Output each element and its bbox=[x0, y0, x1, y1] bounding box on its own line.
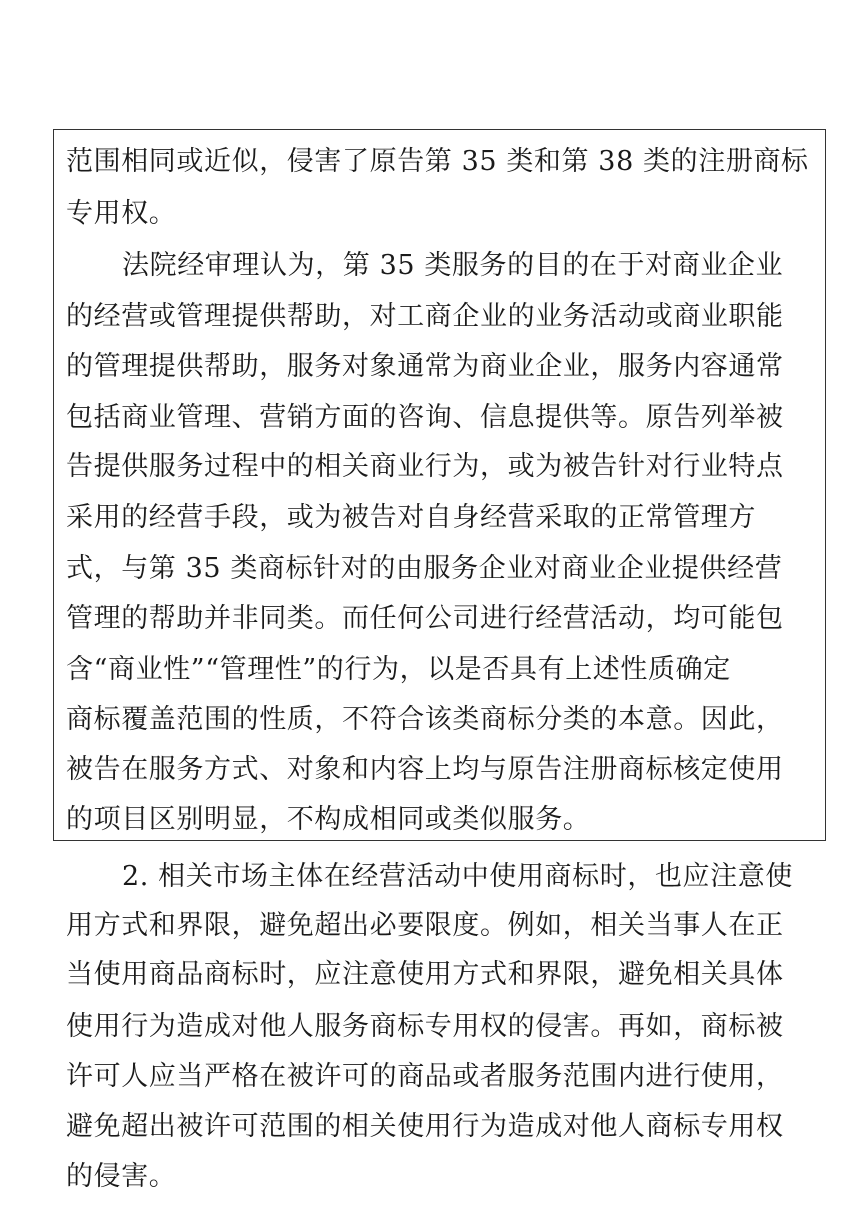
body-line: 用方式和界限，避免超出必要限度。例如，相关当事人在正 bbox=[66, 910, 784, 941]
body-line: 2. 相关市场主体在经营活动中使用商标时，也应注意使 bbox=[122, 861, 793, 892]
excerpt-line: 告提供服务过程中的相关商业行为，或为被告针对行业特点 bbox=[66, 451, 784, 482]
body-line: 当使用商品商标时，应注意使用方式和界限，避免相关具体 bbox=[66, 959, 784, 990]
excerpt-line: 商标覆盖范围的性质，不符合该类商标分类的本意。因此， bbox=[66, 704, 784, 735]
excerpt-line: 法院经审理认为，第 35 类服务的目的在于对商业企业 bbox=[122, 250, 784, 281]
excerpt-line: 管理的帮助并非同类。而任何公司进行经营活动，均可能包 bbox=[66, 603, 784, 634]
body-line: 的侵害。 bbox=[66, 1161, 177, 1192]
excerpt-line: 被告在服务方式、对象和内容上均与原告注册商标核定使用 bbox=[66, 754, 784, 785]
excerpt-line: 的管理提供帮助，服务对象通常为商业企业，服务内容通常 bbox=[66, 351, 784, 382]
excerpt-line: 的经营或管理提供帮助，对工商企业的业务活动或商业职能 bbox=[66, 301, 784, 332]
excerpt-line: 含“商业性”“管理性”的行为，以是否具有上述性质确定 bbox=[66, 654, 731, 685]
body-line: 许可人应当严格在被许可的商品或者服务范围内进行使用， bbox=[66, 1061, 784, 1092]
excerpt-line: 包括商业管理、营销方面的咨询、信息提供等。原告列举被 bbox=[66, 402, 784, 433]
body-line: 使用行为造成对他人服务商标专用权的侵害。再如，商标被 bbox=[66, 1011, 784, 1042]
body-line: 避免超出被许可范围的相关使用行为造成对他人商标专用权 bbox=[66, 1111, 784, 1142]
excerpt-line: 的项目区别明显，不构成相同或类似服务。 bbox=[66, 804, 591, 835]
excerpt-line: 专用权。 bbox=[66, 198, 177, 229]
excerpt-line: 范围相同或近似，侵害了原告第 35 类和第 38 类的注册商标 bbox=[66, 146, 809, 177]
excerpt-line: 式，与第 35 类商标针对的由服务企业对商业企业提供经营 bbox=[66, 553, 783, 584]
excerpt-line: 采用的经营手段，或为被告对自身经营采取的正常管理方 bbox=[66, 502, 756, 533]
